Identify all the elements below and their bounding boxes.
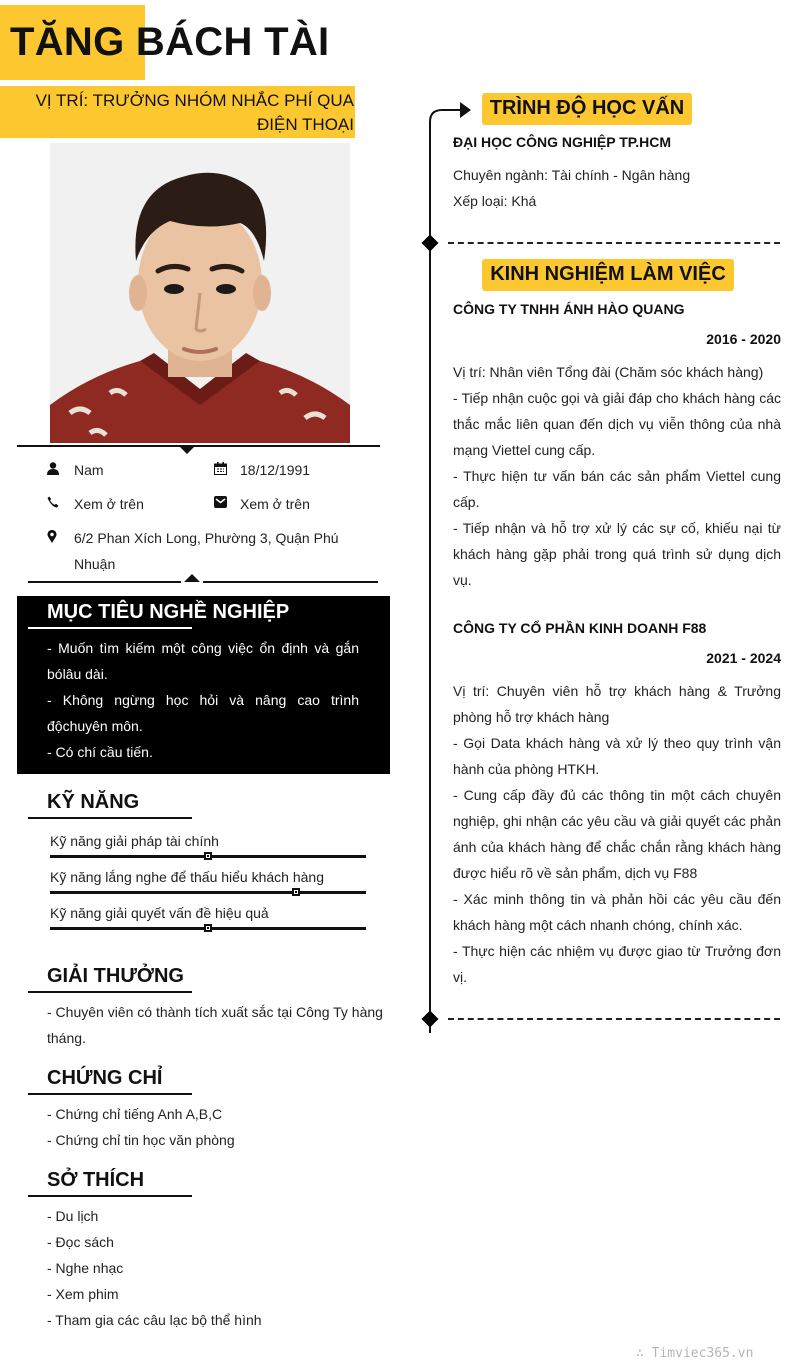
phone-value: Xem ở trên [74,496,144,512]
skill-label: Kỹ năng giải quyết vấn đề hiệu quả [50,905,269,921]
education-school: ĐẠI HỌC CÔNG NGHIỆP TP.HCM [453,134,672,150]
list-item: - Chứng chỉ tiếng Anh A,B,C [47,1106,223,1122]
watermark: ∴ Timviec365.vn [636,1346,754,1361]
job-line: Vị trí: Nhân viên Tổng đài (Chăm sóc khách hàng) [453,364,764,380]
objective-line: - Không ngừng học hỏi và nâng cao trình độchuyên môn. [47,692,359,734]
job-company: CÔNG TY TNHH ÁNH HÀO QUANG [453,301,685,317]
address-value: 6/2 Phan Xích Long, Phường 3, Quận Phú Nhuận [74,530,339,572]
certificates-title-rule [28,1093,192,1095]
experience-title: KINH NGHIỆM LÀM VIỆC [490,263,726,285]
skill-label: Kỹ năng giải pháp tài chính [50,833,219,849]
skill-bar [50,927,366,930]
position-title: VỊ TRÍ: TRƯỞNG NHÓM NHẮC PHÍ QUA ĐIỆN THOẠI [35,91,354,134]
job-line: - Gọi Data khách hàng và xử lý theo quy trình vận hành của phòng HTKH. [453,735,781,777]
gender-value: Nam [74,462,104,478]
skill-label: Kỹ năng lắng nghe để thấu hiểu khách hàng [50,869,325,885]
skill-level-knob [204,852,212,860]
profile-photo [50,143,350,443]
job-line: - Thực hiện các nhiệm vụ được giao từ Trưởng đơn vị. [453,943,781,985]
candidate-name: TĂNG BÁCH TÀI [10,20,330,64]
list-item: - Đọc sách [47,1234,114,1250]
job-line: - Xác minh thông tin và phản hồi các yêu cầu đến khách hàng một cách nhanh chóng, chính xác. [453,891,781,933]
info-bottom-rule-right [203,581,378,583]
hobbies-title-rule [28,1195,192,1197]
info-top-rule [17,445,380,447]
job-period: 2016 - 2020 [706,331,781,347]
email-icon [213,495,227,509]
awards-title: GIẢI THƯỞNG [47,965,184,987]
info-bottom-marker [184,574,200,582]
birthday-value: 18/12/1991 [240,462,311,478]
email-value: Xem ở trên [240,496,310,512]
job-line: Vị trí: Chuyên viên hỗ trợ khách hàng & Trưởng phòng hỗ trợ khách hàng [453,683,781,725]
calendar-icon [213,461,227,475]
hobbies-title: SỞ THÍCH [47,1169,145,1191]
education-title: TRÌNH ĐỘ HỌC VẤN [489,97,685,119]
objective-line: - Có chí cầu tiến. [47,744,153,760]
section-divider [448,1018,780,1020]
skill-level-knob [204,924,212,932]
list-item: - Xem phim [47,1286,119,1302]
job-description [453,359,781,593]
list-item: - Chứng chỉ tin học văn phòng [47,1132,235,1148]
job-company: CÔNG TY CỔ PHẦN KINH DOANH F88 [453,620,707,636]
objective-title-rule [28,627,192,629]
skills-title: KỸ NĂNG [47,791,140,813]
list-item: - Nghe nhạc [47,1260,124,1276]
info-top-marker [179,446,195,454]
skill-bar [50,855,366,858]
education-rank: Xếp loại: Khá [453,193,537,209]
location-icon [45,529,59,543]
job-period: 2021 - 2024 [706,650,781,666]
objective-line: - Muốn tìm kiếm một công việc ổn định và gắn bólâu dài. [47,640,359,682]
section-divider [448,242,780,244]
job-line: - Tiếp nhận và hỗ trợ xử lý các sự cố, khiếu nại từ khách hàng gặp phải trong quá trình sử dụng dịch vụ. [453,520,781,588]
job-line: - Tiếp nhận cuộc gọi và giải đáp cho khách hàng các thắc mắc liên quan đến dịch vụ viễn thông của nhà mạng Viettel cung cấp. [453,390,781,458]
info-bottom-rule-left [28,581,181,583]
objective-text [47,635,359,765]
education-major: Chuyên ngành: Tài chính - Ngân hàng [453,167,691,183]
certificates-list [47,1101,387,1153]
skill-level-knob [292,888,300,896]
job-line: - Thực hiện tư vấn bán các sản phẩm Viettel cung cấp. [453,468,781,510]
list-item: - Tham gia các câu lạc bộ thể hình [47,1312,262,1328]
phone-icon [46,495,60,509]
user-icon [46,461,60,475]
skills-title-rule [28,817,192,819]
list-item: - Du lịch [47,1208,99,1224]
awards-text: - Chuyên viên có thành tích xuất sắc tại Công Ty hàng tháng. [47,1004,383,1046]
skill-bar [50,891,366,894]
certificates-title: CHỨNG CHỈ [47,1067,163,1089]
job-description [453,678,781,990]
job-line: - Cung cấp đầy đủ các thông tin một cách chuyên nghiệp, ghi nhận các yêu cầu và giải quyết các phản ánh của khách hàng để chắc chắn rằng khách hàng được hiểu rõ về sản phẩm, dịch vụ F88 [453,787,781,881]
hobbies-list [47,1203,387,1333]
awards-title-rule [28,991,192,993]
objective-title: MỤC TIÊU NGHỀ NGHIỆP [47,601,290,623]
